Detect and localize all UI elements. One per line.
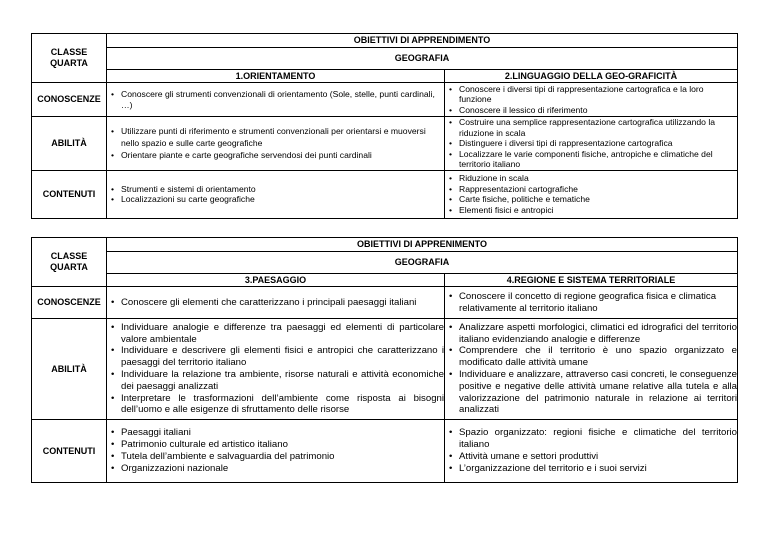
list-item: • Comprendere che il territorio è uno spazio organizzato e modificato dalle attività umane xyxy=(459,345,737,369)
list-item: • Carte fisiche, politiche e tematiche xyxy=(459,194,737,205)
list-item: • Strumenti e sistemi di orientamento xyxy=(121,184,444,195)
list-item: • Individuare la relazione tra ambiente, risorse naturali e attività economiche dei paesaggi analizzati xyxy=(121,369,444,393)
list-item: • Distinguere i diversi tipi di rappresentazione cartografica xyxy=(459,138,737,149)
list-item: • Patrimonio culturale ed artistico italiano xyxy=(121,439,444,451)
row-label-contenuti: CONTENUTI xyxy=(32,420,107,483)
table-header: OBIETTIVI DI APPRENIMENTO xyxy=(107,238,738,252)
column-header-orientamento: 1.ORIENTAMENTO xyxy=(107,70,445,83)
cell-abilita-orientamento xyxy=(107,117,445,171)
list-item: • Individuare e analizzare, attraverso casi concreti, le conseguenze positive e negative delle attività umane relative alla tutela e alla valorizzazione del patrimonio naturale in relazione ai territori analizzati xyxy=(459,369,737,416)
list-item: • Conoscere il lessico di riferimento xyxy=(459,105,737,116)
list-item: • Tutela dell’ambiente e salvaguardia del patrimonio xyxy=(121,451,444,463)
row-label-conoscenze: CONOSCENZE xyxy=(32,83,107,117)
class-label: CLASSE QUARTA xyxy=(32,238,107,287)
subject-label: GEOGRAFIA xyxy=(107,48,738,70)
row-label-contenuti: CONTENUTI xyxy=(32,170,107,219)
column-header-linguaggio: 2.LINGUAGGIO DELLA GEO-GRAFICITÀ xyxy=(445,70,738,83)
list-item: • Conoscere gli elementi che caratterizzano i principali paesaggi italiani xyxy=(121,297,444,309)
objectives-table-2 xyxy=(31,237,738,483)
row-label-abilita: ABILITÀ xyxy=(32,319,107,420)
cell-contenuti-paesaggio xyxy=(107,420,445,483)
list-item: • Paesaggi italiani xyxy=(121,427,444,439)
subject-label: GEOGRAFIA xyxy=(107,252,738,274)
list-item: • Individuare e descrivere gli elementi fisici e antropici che caratterizzano i paesaggi del territorio italiano xyxy=(121,345,444,369)
row-label-abilita: ABILITÀ xyxy=(32,117,107,171)
list-item: • Costruire una semplice rappresentazione cartografica utilizzando la riduzione in scala xyxy=(459,117,737,138)
list-item: • Conoscere gli strumenti convenzionali di orientamento (Sole, stelle, punti cardinali, …) xyxy=(121,89,444,110)
cell-conoscenze-regione xyxy=(445,287,738,319)
list-item: • Elementi fisici e antropici xyxy=(459,205,737,216)
class-label: CLASSE QUARTA xyxy=(32,34,107,83)
cell-conoscenze-linguaggio xyxy=(445,83,738,117)
column-header-regione: 4.REGIONE E SISTEMA TERRITORIALE xyxy=(445,274,738,287)
list-item: • Riduzione in scala xyxy=(459,173,737,184)
list-item: • Analizzare aspetti morfologici, climatici ed idrografici del territorio italiano evidenziando analogie e differenze xyxy=(459,322,737,346)
list-item: • Localizzare le varie componenti fisiche, antropiche e climatiche del territorio italiano xyxy=(459,149,737,170)
list-item: • Organizzazioni nazionale xyxy=(121,463,444,475)
table-header: OBIETTIVI DI APPRENDIMENTO xyxy=(107,34,738,48)
cell-contenuti-orientamento xyxy=(107,170,445,219)
list-item: • Orientare piante e carte geografiche servendosi dei punti cardinali xyxy=(121,149,444,161)
cell-abilita-linguaggio xyxy=(445,117,738,171)
list-item: • Individuare analogie e differenze tra paesaggi ed elementi di particolare valore ambientale xyxy=(121,322,444,346)
list-item: • Attività umane e settori produttivi xyxy=(459,451,737,463)
cell-abilita-paesaggio xyxy=(107,319,445,420)
column-header-paesaggio: 3.PAESAGGIO xyxy=(107,274,445,287)
objectives-table-1 xyxy=(31,33,738,219)
list-item: • Conoscere il concetto di regione geografica fisica e climatica relativamente al territorio italiano xyxy=(459,291,737,315)
list-item: • Rappresentazioni cartografiche xyxy=(459,184,737,195)
row-label-conoscenze: CONOSCENZE xyxy=(32,287,107,319)
list-item: • Utilizzare punti di riferimento e strumenti convenzionali per orientarsi e muoversi nello spazio e sulle carte geografiche xyxy=(121,125,444,149)
list-item: • Conoscere i diversi tipi di rappresentazione cartografica e la loro funzione xyxy=(459,84,737,105)
cell-conoscenze-orientamento xyxy=(107,83,445,117)
cell-contenuti-linguaggio xyxy=(445,170,738,219)
list-item: • L’organizzazione del territorio e i suoi servizi xyxy=(459,463,737,475)
list-item: • Interpretare le trasformazioni dell’ambiente come risposta ai bisogni dell’uomo e alle esigenze di sfruttamento delle risorse xyxy=(121,393,444,417)
cell-abilita-regione xyxy=(445,319,738,420)
list-item: • Spazio organizzato: regioni fisiche e climatiche del territorio italiano xyxy=(459,427,737,451)
cell-conoscenze-paesaggio xyxy=(107,287,445,319)
list-item: • Localizzazioni su carte geografiche xyxy=(121,194,444,205)
cell-contenuti-regione xyxy=(445,420,738,483)
